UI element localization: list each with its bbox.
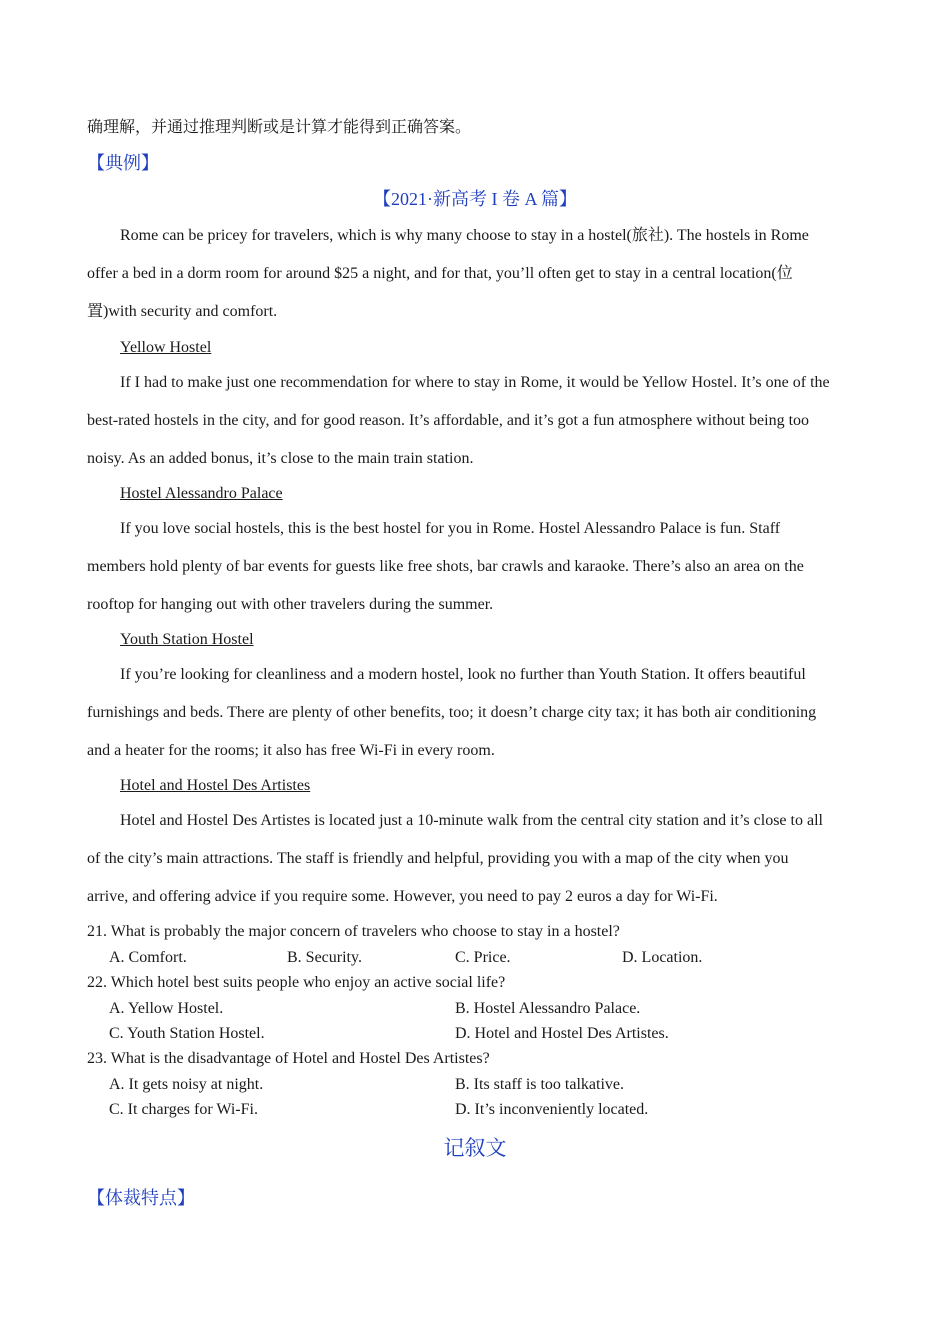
question-option: A. It gets noisy at night. [109, 1076, 264, 1093]
question-option: C. It charges for Wi-Fi. [109, 1101, 258, 1118]
section-heading-yellow-hostel: Yellow Hostel [120, 339, 212, 356]
section-line: members hold plenty of bar events for guests like free shots, bar crawls and karaoke. There’s also an area on the [87, 558, 804, 575]
intro-tail-text: 确理解，并通过推理判断或是计算才能得到正确答案。 [87, 119, 472, 136]
question-stem: 22. Which hotel best suits people who enjoy an active social life? [87, 974, 506, 991]
example-label: 【典例】 [87, 153, 159, 173]
section-line: arrive, and offering advice if you require some. However, you need to pay 2 euros a day for Wi-Fi. [87, 888, 718, 905]
section-line: If you love social hostels, this is the best hostel for you in Rome. Hostel Alessandro Palace is fun. Staff [120, 520, 781, 537]
question-option: A. Yellow Hostel. [109, 1000, 224, 1017]
section-heading-youth-station: Youth Station Hostel [120, 631, 254, 648]
section-line: rooftop for hanging out with other travelers during the summer. [87, 596, 494, 613]
question-option: B. Hostel Alessandro Palace. [455, 1000, 641, 1017]
passage-title: 【2021·新高考 I 卷 A 篇】 [373, 189, 577, 209]
question-option: B. Security. [287, 949, 362, 966]
section-line: best-rated hostels in the city, and for good reason. It’s affordable, and it’s got a fun atmosphere without being too [87, 412, 810, 429]
section-line: noisy. As an added bonus, it’s close to the main train station. [87, 450, 474, 467]
question-option: C. Youth Station Hostel. [109, 1025, 265, 1042]
question-option: C. Price. [455, 949, 511, 966]
genre-features-label: 【体裁特点】 [87, 1188, 195, 1208]
question-stem: 21. What is probably the major concern of travelers who choose to stay in a hostel? [87, 923, 620, 940]
section-heading-narrative: 记叙文 [443, 1136, 507, 1160]
passage-intro-line: 置)with security and comfort. [87, 303, 278, 320]
section-heading-alessandro-palace: Hostel Alessandro Palace [120, 485, 283, 502]
question-option: D. Location. [622, 949, 703, 966]
section-line: of the city’s main attractions. The staff is friendly and helpful, providing you with a map of the city when you [87, 850, 789, 867]
section-line: If I had to make just one recommendation for where to stay in Rome, it would be Yellow Hostel. It’s one of the [120, 374, 830, 391]
section-line: If you’re looking for cleanliness and a modern hostel, look no further than Youth Station. It offers beautiful [120, 666, 806, 683]
question-stem: 23. What is the disadvantage of Hotel and Hostel Des Artistes? [87, 1050, 490, 1067]
question-option: D. It’s inconveniently located. [455, 1101, 649, 1118]
question-option: A. Comfort. [109, 949, 187, 966]
passage-intro-line: Rome can be pricey for travelers, which is why many choose to stay in a hostel(旅社). The hostels in Rome [120, 227, 809, 244]
question-option: B. Its staff is too talkative. [455, 1076, 625, 1093]
section-heading-des-artistes: Hotel and Hostel Des Artistes [120, 777, 311, 794]
section-line: furnishings and beds. There are plenty of other benefits, too; it doesn’t charge city tax; it has both air conditioning [87, 704, 817, 721]
question-option: D. Hotel and Hostel Des Artistes. [455, 1025, 669, 1042]
passage-intro-line: offer a bed in a dorm room for around $25 a night, and for that, you’ll often get to stay in a central location(位 [87, 265, 793, 282]
section-line: and a heater for the rooms; it also has free Wi-Fi in every room. [87, 742, 495, 759]
section-line: Hotel and Hostel Des Artistes is located just a 10-minute walk from the central city station and it’s close to all [120, 812, 823, 829]
